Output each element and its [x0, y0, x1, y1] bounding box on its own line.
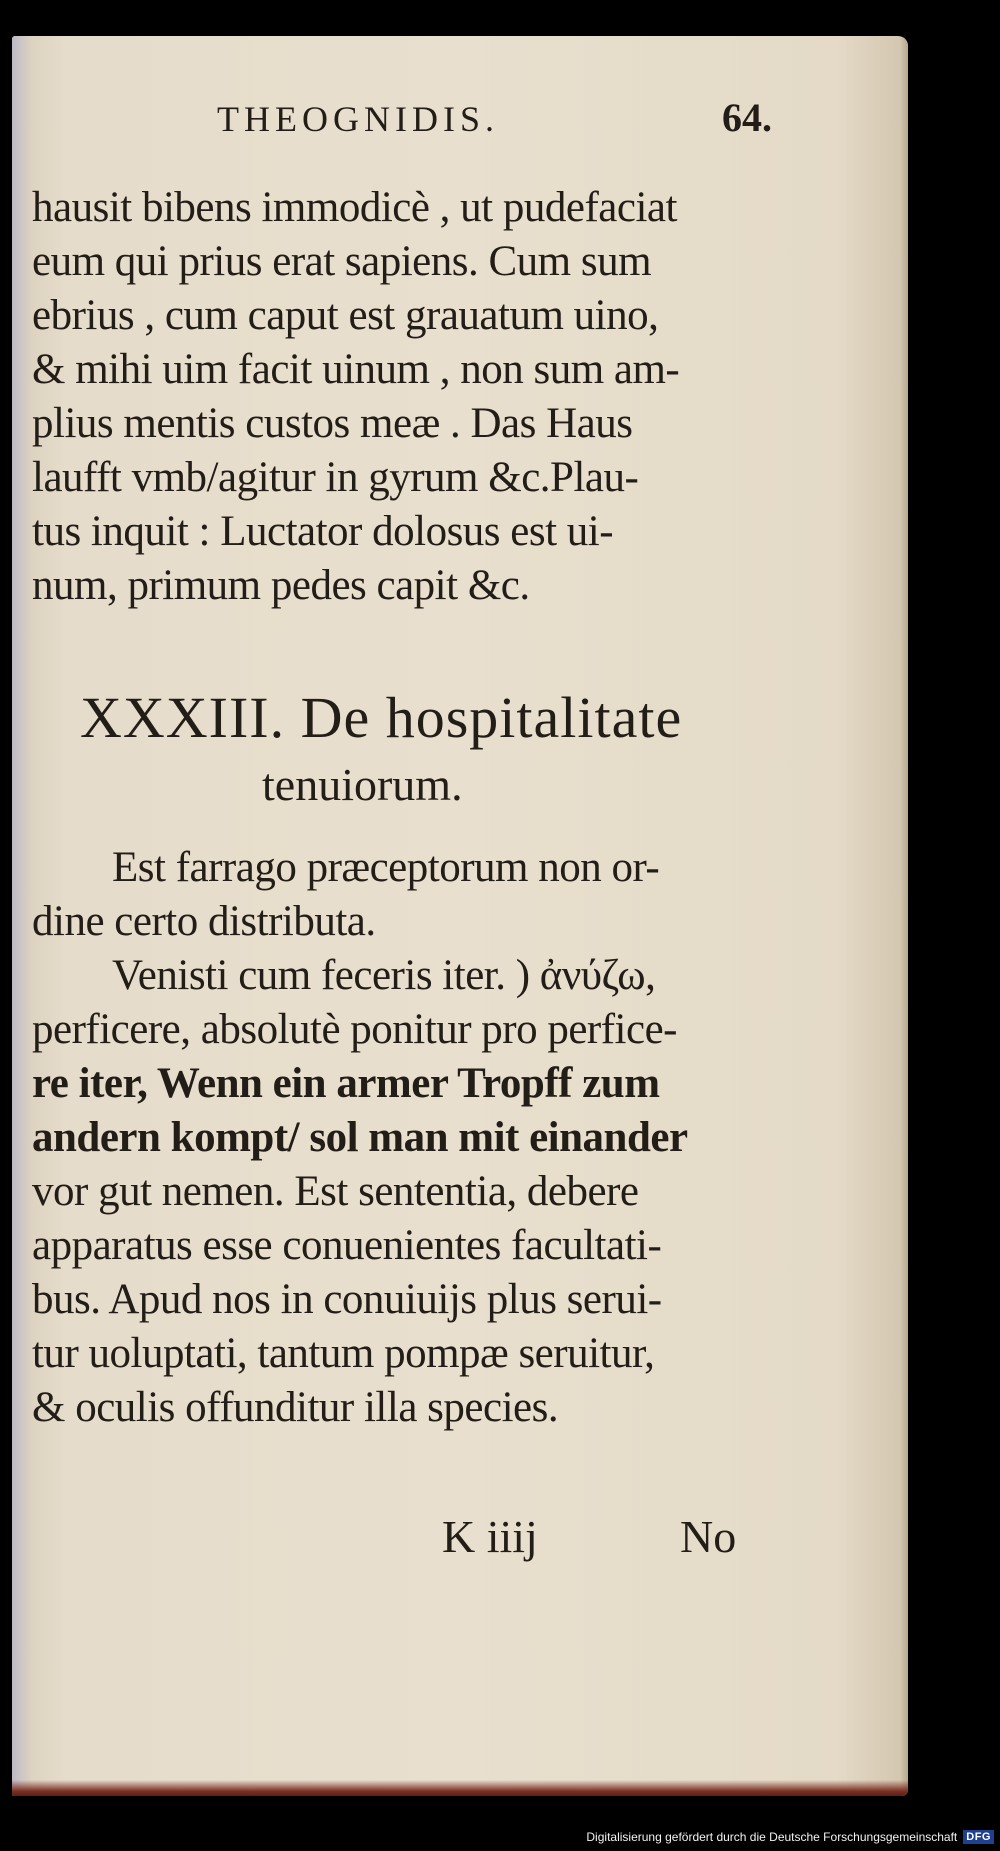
text-line: apparatus esse conuenientes facultati- — [32, 1222, 662, 1269]
text-line: perficere, absolutè ponitur pro perfice- — [32, 1006, 677, 1053]
binding-gutter — [12, 36, 32, 1796]
text-line: num, primum pedes capit &c. — [32, 562, 530, 609]
text-line: tur uoluptati, tantum pompæ seruitur, — [32, 1330, 655, 1377]
text-line: Est farrago præceptorum non or- — [112, 844, 660, 891]
text-line: bus. Apud nos in conuiuijs plus serui- — [32, 1276, 662, 1323]
text-line: plius mentis custos meæ . Das Haus — [32, 400, 633, 447]
credit-text: Digitalisierung gefördert durch die Deutsche Forschungsgemeinschaft — [586, 1830, 958, 1844]
text-line: & mihi uim facit uinum , non sum am- — [32, 346, 680, 393]
page-number: 64. — [722, 95, 772, 140]
text-line: Venisti cum feceris iter. ) ἀνύζω, — [112, 952, 656, 999]
text-line: andern kompt/ sol man mit einander — [32, 1114, 688, 1161]
digitization-credit — [586, 1827, 994, 1847]
signature-mark: K iiij — [442, 1511, 538, 1562]
text-line: ebrius , cum caput est grauatum uino, — [32, 292, 659, 339]
section-heading-continued: tenuiorum. — [262, 759, 463, 810]
text-line: laufft vmb/agitur in gyrum &c.Plau- — [32, 454, 639, 501]
text-line: eum qui prius erat sapiens. Cum sum — [32, 238, 652, 285]
page-fore-edge — [900, 36, 908, 1796]
text-line: hausit bibens immodicè , ut pudefaciat — [32, 184, 677, 231]
text-line: dine certo distributa. — [32, 898, 376, 945]
dfg-logo: DFG — [963, 1830, 994, 1844]
text-line: vor gut nemen. Est sententia, debere — [32, 1168, 639, 1215]
text-line: & oculis offunditur illa species. — [32, 1384, 559, 1431]
text-line: tus inquit : Luctator dolosus est ui- — [32, 508, 614, 555]
section-heading: XXXIII. De hospitalitate — [80, 685, 683, 750]
book-page — [12, 36, 908, 1796]
page-bottom-edge — [12, 1780, 908, 1796]
text-line: re iter, Wenn ein armer Tropff zum — [32, 1060, 660, 1107]
catchword: No — [680, 1511, 737, 1562]
running-head: THEOGNIDIS. — [217, 99, 499, 139]
